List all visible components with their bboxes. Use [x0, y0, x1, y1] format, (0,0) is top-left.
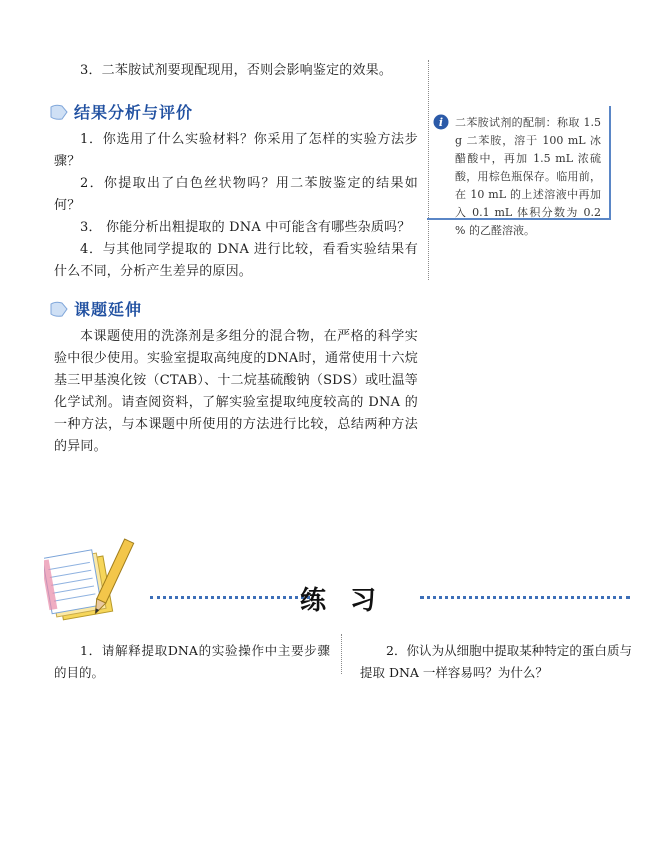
dotted-rule-right	[420, 596, 630, 599]
question-item: 3． 你能分析出粗提取的 DNA 中可能含有哪些杂质吗？	[80, 220, 411, 235]
dotted-rule-left	[150, 596, 310, 599]
info-icon	[433, 114, 449, 130]
section-heading-results	[50, 100, 418, 123]
main-column	[54, 60, 418, 458]
section-badge-icon	[50, 103, 68, 121]
exercise-question-2: 2．你认为从细胞中提取某种特定的蛋白质与提取 DNA 一样容易吗？为什么？	[360, 643, 632, 680]
question-item: 2．你提取出了白色丝状物吗？用二苯胺鉴定的结果如何？	[54, 176, 418, 213]
svg-text:i: i	[438, 116, 444, 129]
exercise-title: 练习	[300, 586, 401, 616]
section-title-extension: 课题延伸	[74, 300, 143, 319]
exercise-divider	[341, 634, 342, 674]
section-title-results: 结果分析与评价	[74, 103, 194, 122]
side-note-box	[427, 106, 611, 237]
precaution-item-3: 3．二苯胺试剂要现配现用，否则会影响鉴定的效果。	[80, 63, 393, 78]
section-badge-icon	[50, 300, 68, 318]
notebook-pencil-icon	[44, 536, 144, 626]
exercise-question-1: 1．请解释提取DNA的实验操作中主要步骤的目的。	[54, 643, 330, 680]
exercise-header	[44, 536, 634, 626]
extension-paragraph: 本课题使用的洗涤剂是多组分的混合物，在严格的科学实验中很少使用。实验室提取高纯度的DNA时，通常使用十六烷基三甲基溴化铵（CTAB）、十二烷基硫酸钠（SDS）或吐温等化学试剂。请查阅资料，了解实验室提取纯度较高的 DNA 的一种方法，与本课题中所使用的方法进行比较，总结两种方法的异同。	[54, 329, 418, 454]
question-item: 4．与其他同学提取的 DNA 进行比较，看看实验结果有什么不同，分析产生差异的原因。	[54, 242, 418, 279]
question-item: 1．你选用了什么实验材料？你采用了怎样的实验方法步骤？	[54, 132, 418, 169]
side-note-text: 二苯胺试剂的配制：称取 1.5 g 二苯胺，溶于 100 mL 冰醋酸中，再加 1.5 mL 浓硫酸，用棕色瓶保存。临用前，在 10 mL 的上述溶液中再加入 0.1 mL 体积分数为 0.2 % 的乙醛溶液。	[455, 116, 601, 237]
section-heading-extension	[50, 297, 418, 320]
